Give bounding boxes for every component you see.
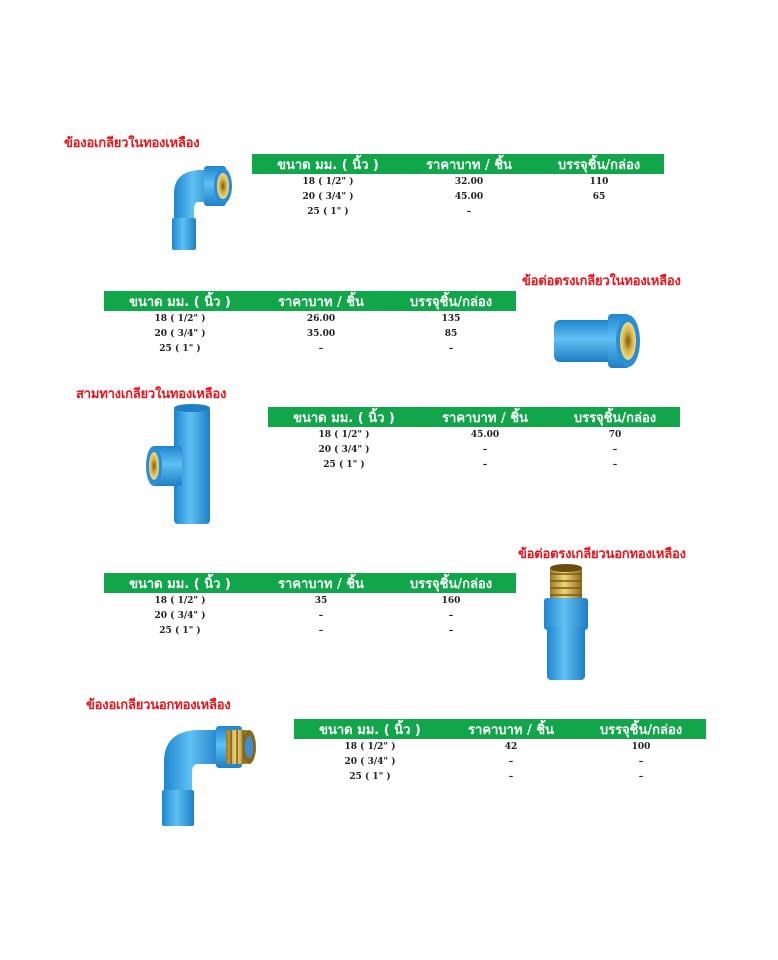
table-row bbox=[104, 608, 516, 623]
cell-pack: – bbox=[612, 459, 618, 470]
cell-size: 18 ( 1/2" ) bbox=[154, 595, 206, 606]
cell-price: 45.00 bbox=[470, 429, 500, 440]
price-table-4 bbox=[104, 573, 516, 638]
cell-pack: 110 bbox=[589, 176, 609, 187]
table-row bbox=[104, 311, 516, 326]
header-pack: บรรจุชิ้น/กล่อง bbox=[409, 576, 493, 592]
cell-pack: 65 bbox=[592, 191, 606, 202]
header-size: ขนาด มม. ( นิ้ว ) bbox=[319, 722, 421, 738]
header-pack: บรรจุชิ้น/กล่อง bbox=[599, 722, 683, 738]
cell-size: 18 ( 1/2" ) bbox=[318, 429, 370, 440]
cell-price: – bbox=[508, 756, 514, 767]
table-header bbox=[252, 154, 664, 174]
elbow-female-thread-image bbox=[160, 158, 238, 254]
table-header bbox=[104, 291, 516, 311]
cell-price: 45.00 bbox=[454, 191, 484, 202]
straight-male-thread-coupling-image bbox=[540, 562, 592, 684]
tee-female-thread-image bbox=[138, 402, 224, 528]
cell-price: – bbox=[466, 206, 472, 217]
table-row bbox=[294, 739, 706, 754]
cell-pack: – bbox=[448, 625, 454, 636]
cell-pack: – bbox=[448, 610, 454, 621]
cell-pack: – bbox=[638, 756, 644, 767]
cell-size: 25 ( 1" ) bbox=[159, 625, 201, 636]
table-row bbox=[104, 326, 516, 341]
header-price: ราคาบาท / ชิ้น bbox=[426, 157, 512, 173]
cell-pack: 70 bbox=[608, 429, 622, 440]
table-row bbox=[104, 623, 516, 638]
header-size: ขนาด มม. ( นิ้ว ) bbox=[293, 410, 395, 426]
header-size: ขนาด มม. ( นิ้ว ) bbox=[277, 157, 379, 173]
header-size: ขนาด มม. ( นิ้ว ) bbox=[129, 294, 231, 310]
header-price: ราคาบาท / ชิ้น bbox=[278, 294, 364, 310]
cell-pack: – bbox=[612, 444, 618, 455]
cell-price: – bbox=[482, 459, 488, 470]
table-row bbox=[252, 204, 664, 219]
table-row bbox=[104, 593, 516, 608]
table-header bbox=[104, 573, 516, 593]
cell-price: 26.00 bbox=[306, 313, 336, 324]
product-title-3: สามทางเกลียวในทองเหลือง bbox=[76, 387, 227, 402]
cell-pack: 160 bbox=[441, 595, 461, 606]
table-row bbox=[104, 341, 516, 356]
cell-size: 20 ( 3/4" ) bbox=[344, 756, 396, 767]
cell-size: 20 ( 3/4" ) bbox=[318, 444, 370, 455]
cell-size: 20 ( 3/4" ) bbox=[154, 328, 206, 339]
cell-size: 18 ( 1/2" ) bbox=[154, 313, 206, 324]
cell-size: 25 ( 1" ) bbox=[323, 459, 365, 470]
cell-pack: 100 bbox=[631, 741, 651, 752]
cell-size: 25 ( 1" ) bbox=[349, 771, 391, 782]
table-row bbox=[294, 754, 706, 769]
cell-pack: – bbox=[448, 343, 454, 354]
cell-price: – bbox=[482, 444, 488, 455]
product-title-1: ข้องอเกลียวในทองเหลือง bbox=[64, 136, 200, 151]
table-row bbox=[252, 189, 664, 204]
cell-price: 35 bbox=[314, 595, 328, 606]
cell-size: 18 ( 1/2" ) bbox=[302, 176, 354, 187]
cell-price: 32.00 bbox=[454, 176, 484, 187]
price-table-5 bbox=[294, 719, 706, 784]
straight-female-thread-coupling-image bbox=[548, 310, 644, 372]
elbow-male-thread-image bbox=[152, 718, 262, 830]
cell-price: – bbox=[318, 625, 324, 636]
table-row bbox=[268, 457, 680, 472]
cell-price: – bbox=[318, 343, 324, 354]
header-price: ราคาบาท / ชิ้น bbox=[442, 410, 528, 426]
product-title-5: ข้องอเกลียวนอกทองเหลือง bbox=[86, 698, 231, 713]
price-table-1 bbox=[252, 154, 664, 219]
header-price: ราคาบาท / ชิ้น bbox=[468, 722, 554, 738]
cell-size: 20 ( 3/4" ) bbox=[302, 191, 354, 202]
cell-size: 25 ( 1" ) bbox=[159, 343, 201, 354]
table-header bbox=[268, 407, 680, 427]
header-size: ขนาด มม. ( นิ้ว ) bbox=[129, 576, 231, 592]
cell-price: – bbox=[508, 771, 514, 782]
header-pack: บรรจุชิ้น/กล่อง bbox=[557, 157, 641, 173]
cell-price: – bbox=[318, 610, 324, 621]
cell-size: 25 ( 1" ) bbox=[307, 206, 349, 217]
cell-price: 42 bbox=[504, 741, 518, 752]
cell-size: 18 ( 1/2" ) bbox=[344, 741, 396, 752]
price-table-2 bbox=[104, 291, 516, 356]
header-price: ราคาบาท / ชิ้น bbox=[278, 576, 364, 592]
price-table-3 bbox=[268, 407, 680, 472]
header-pack: บรรจุชิ้น/กล่อง bbox=[573, 410, 657, 426]
header-pack: บรรจุชิ้น/กล่อง bbox=[409, 294, 493, 310]
product-title-2: ข้อต่อตรงเกลียวในทองเหลือง bbox=[522, 274, 681, 289]
product-title-4: ข้อต่อตรงเกลียวนอกทองเหลือง bbox=[518, 547, 686, 562]
cell-price: 35.00 bbox=[306, 328, 336, 339]
table-header bbox=[294, 719, 706, 739]
cell-pack: – bbox=[638, 771, 644, 782]
cell-pack: 85 bbox=[444, 328, 458, 339]
cell-size: 20 ( 3/4" ) bbox=[154, 610, 206, 621]
table-row bbox=[268, 442, 680, 457]
table-row bbox=[294, 769, 706, 784]
table-row bbox=[268, 427, 680, 442]
table-row bbox=[252, 174, 664, 189]
cell-pack: 135 bbox=[441, 313, 461, 324]
